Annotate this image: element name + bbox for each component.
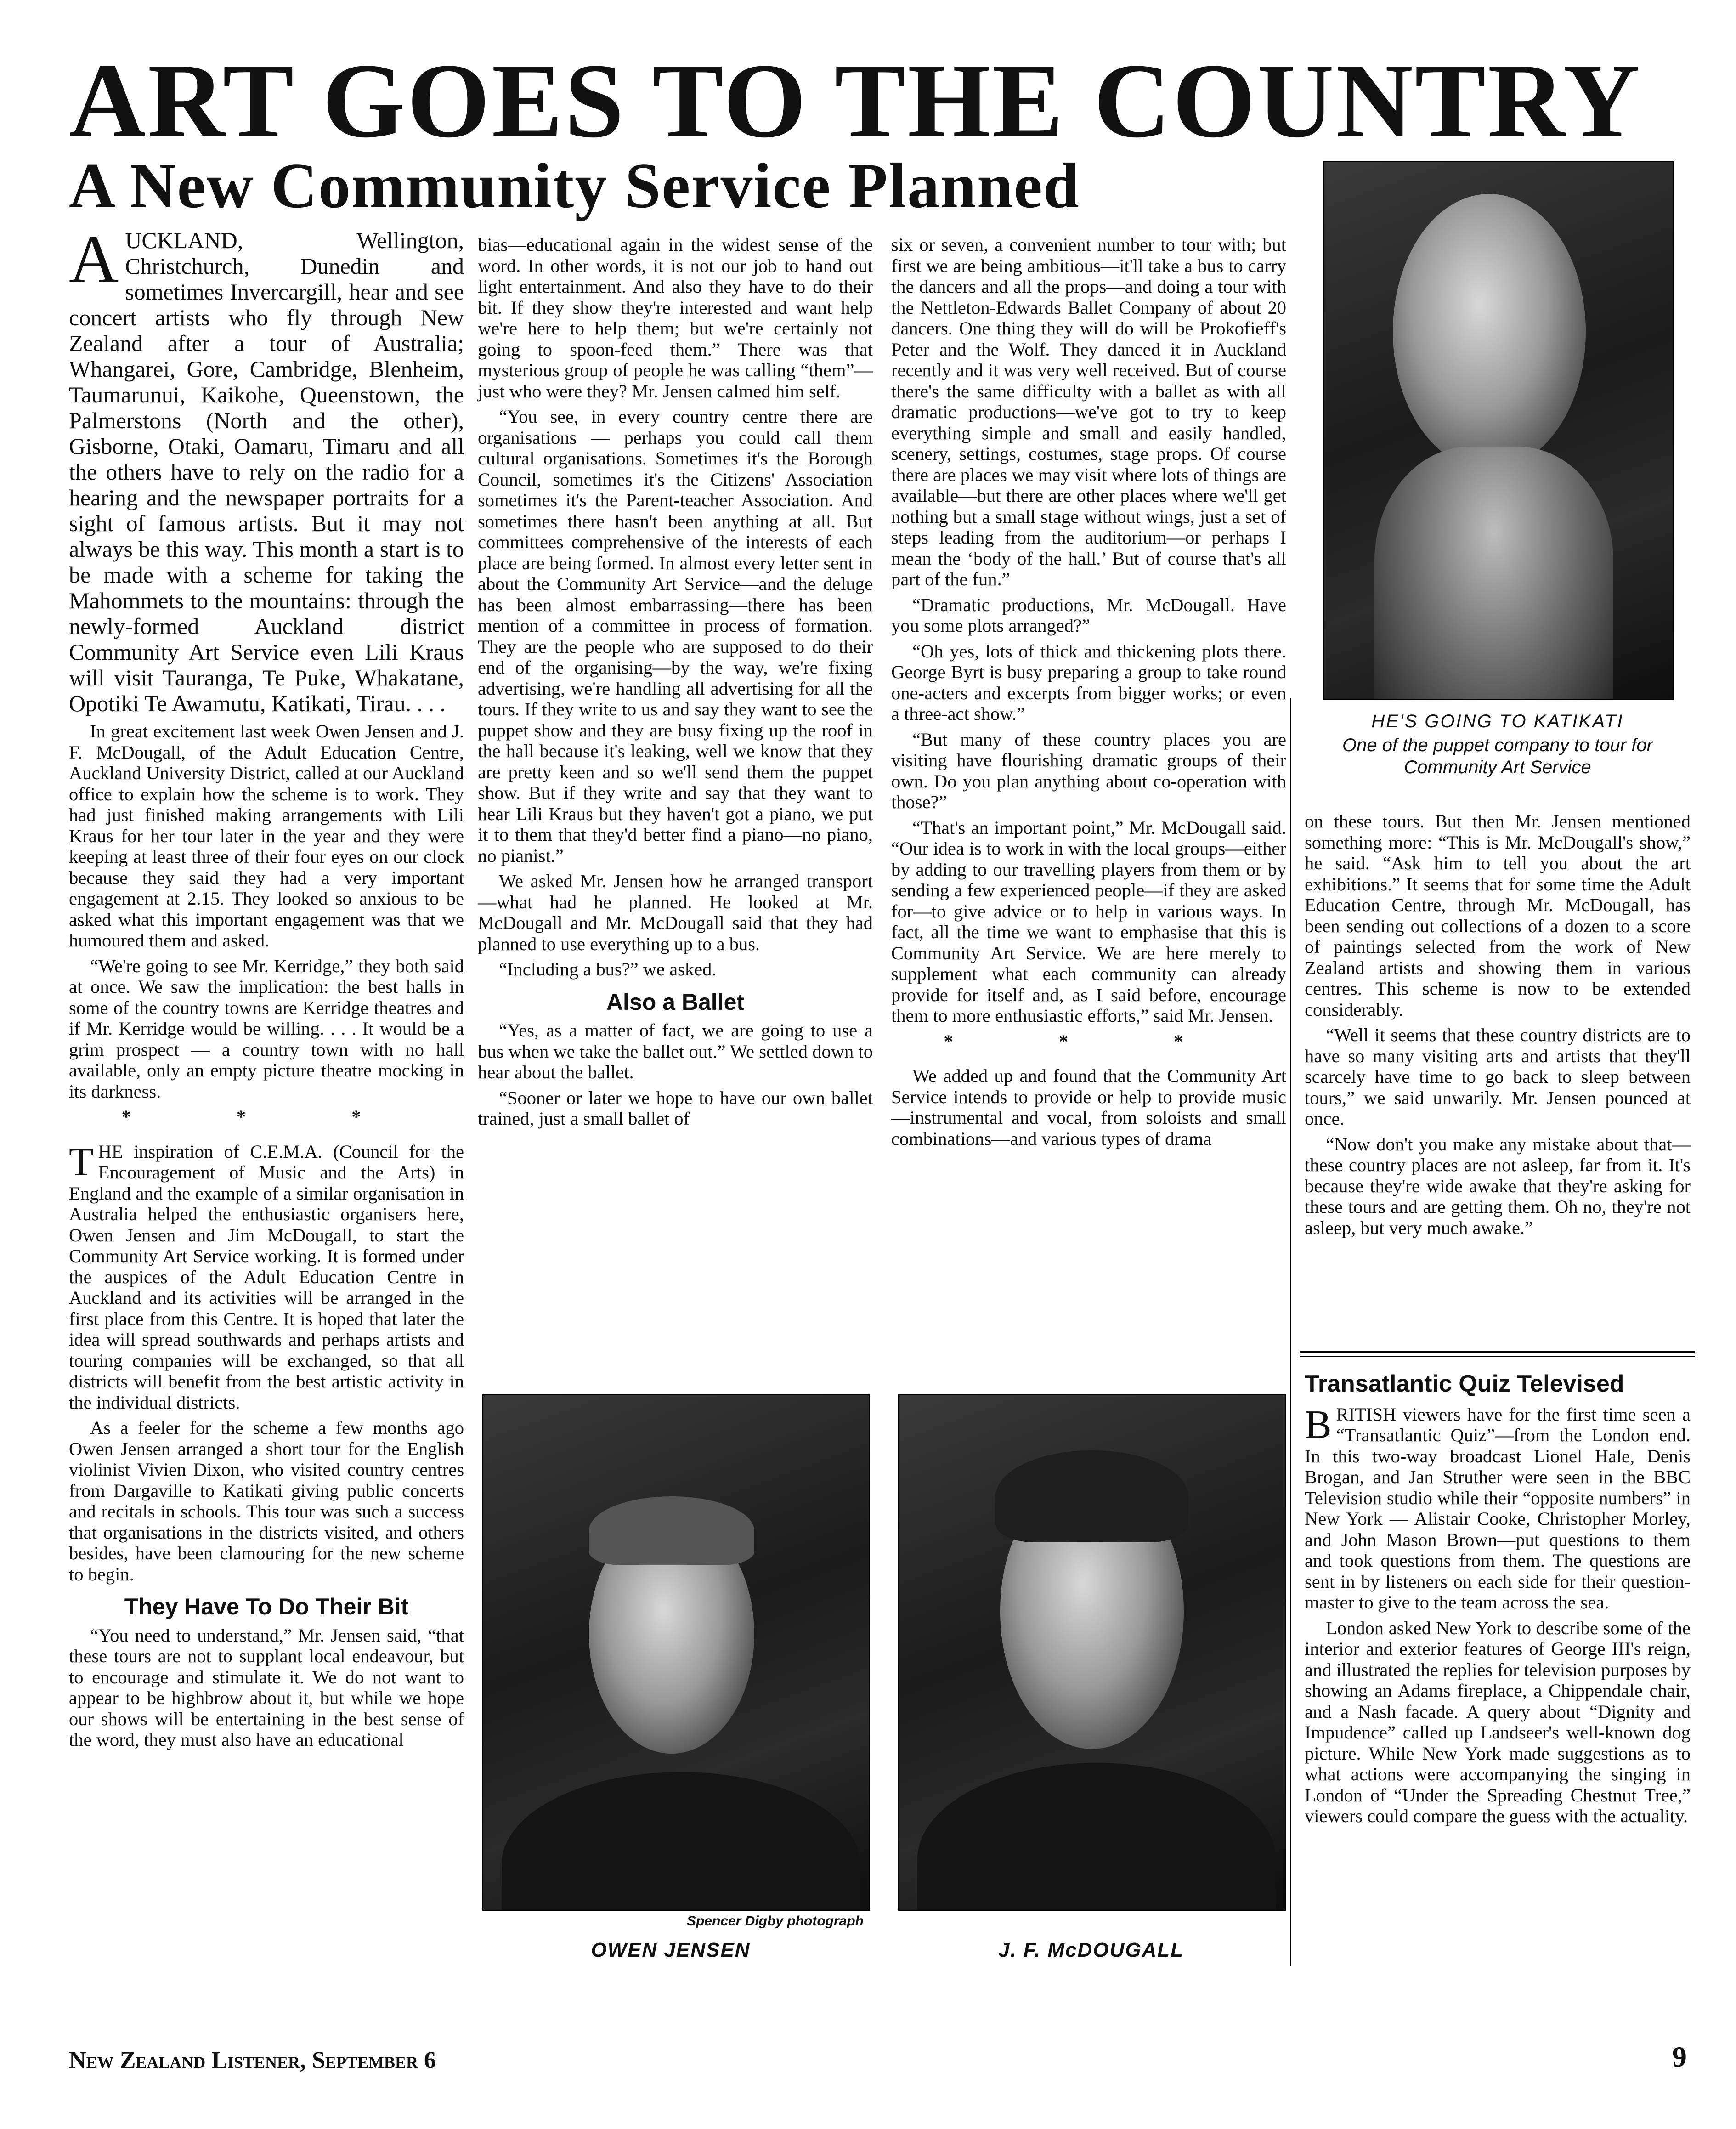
puppet-head xyxy=(1393,194,1586,470)
portrait-hair xyxy=(589,1496,754,1565)
sidebar-rule xyxy=(1300,1351,1695,1357)
portrait-shoulders xyxy=(502,1772,860,1911)
paragraph: “You see, in every country centre there are organisations — perhaps you could call them cultural organisations. Sometimes it's the Borough Council, sometimes it's the Citizens' Association sometimes it's the Parent-teacher Association. And sometimes there hasn't been anything at all. But committees comprehensive of the interests of each place are being formed. In almost every letter sent in about the Community Art Service—and the deluge has been almost embarrassing—there has been mention of a committee in process of formation. They are the people who are supposed to do their end of the organising—by the way, we're fixing advertising, we're handling all advertising for all the tours. If they write to us and say they want to see the puppet show and they are busy fixing up the roof in the hall because it's leaking, well we know that they are pretty keen and so we'll send them the puppet show. But if they write and say that they want to hear Lili Kraus but they haven't got a piano, we put it to them that they'd better find a piano—no piano, no pianist.” xyxy=(478,406,873,866)
paragraph: In great excitement last week Owen Jensen and J. F. McDougall, of the Adult Education Centre, Auckland University District, called at our Auckland office to explain how the scheme is to work. They had just finished making arrangements with Lili Kraus for her tour later in the year and they were keeping at least three of their four eyes on our clock because they said they had a very important engagement at 2.15. They looked so anxious to be asked what this important engagement was that we humoured them and asked. xyxy=(69,721,464,951)
portrait-shoulders xyxy=(917,1763,1276,1911)
article-column-2 xyxy=(478,234,873,1134)
owen-jensen-photo xyxy=(482,1394,870,1911)
drop-cap: T xyxy=(69,1139,94,1184)
puppet-body xyxy=(1374,447,1613,700)
headline: ART GOES TO THE COUNTRY xyxy=(69,42,1642,160)
sidebar-heading: Transatlantic Quiz Televised xyxy=(1305,1370,1624,1397)
sidebar-left-border xyxy=(1290,698,1291,1966)
paragraph: We asked Mr. Jensen how he arranged transport—what had he planned. He looked at Mr. McDougall and Mr. McDougall said that they had planned to use everything up to a bus. xyxy=(478,871,873,954)
paragraph: “That's an important point,” Mr. McDougall said. “Our idea is to work in with the local groups—either by adding to our travelling players from them or by sending a few experienced people—if they are asked for—to give advice or to help in various ways. In fact, all the time we want to emphasise that this is Community Art Service. We are here merely to supplement what each community can already provide for itself and, as I said before, encourage them to more enthusiastic efforts,” said Mr. Jensen. xyxy=(891,817,1286,1026)
footer-publication: New Zealand Listener, September 6 xyxy=(69,2047,436,2073)
paragraph xyxy=(69,1141,464,1413)
paragraph: “But many of these country places you are visiting have flourishing dramatic groups of their own. Do you plan anything about co-operation with those?” xyxy=(891,729,1286,812)
paragraph: “We're going to see Mr. Kerridge,” they both said at once. We saw the implication: the best halls in some of the country towns are Kerridge theatres and if Mr. Kerridge would be willing. . . . It would be a grim prospect — a country town with no hall available, only an empty picture theatre mocking in its darkness. xyxy=(69,955,464,1102)
paragraph: “Oh yes, lots of thick and thickening plots there. George Byrt is busy preparing a group to take round one-acters and excerpts from bigger works; or even a three-act show.” xyxy=(891,640,1286,724)
lead-text: UCKLAND, Wellington, Christchurch, Dunedin and sometimes Invercargill, hear and see concert artists who fly through New Zealand after a tour of Australia; Whangarei, Gore, Cambridge, Blenheim, Taumarunui, Kaikohe, Queenstown, the Palmerstons (North and the other), Gisborne, Otaki, Oamaru, Timaru and all the others have to rely on the radio for a hearing and the newspaper portraits for a sight of famous artists. But it may not always be this way. This month a start is to be made with a scheme for taking the Mahommets to the mountains: through the newly-formed Auckland district Community Art Service even Lili Kraus will visit Tauranga, Te Puke, Whakatane, Opotiki Te Awamutu, Katikati, Tirau. . . . xyxy=(69,227,464,716)
drop-cap: B xyxy=(1305,1402,1332,1447)
subheadline: A New Community Service Planned xyxy=(69,150,1080,221)
sidebar-article xyxy=(1305,1370,1691,1831)
lead-paragraph xyxy=(69,221,464,716)
drop-cap: A xyxy=(69,221,119,297)
paragraph: “Now don't you make any mistake about that—these country places are not asleep, far from it. It's because they're wide awake that they're asking for these tours and are getting them. Oh no, they're not asleep, but very much awake.” xyxy=(1305,1133,1691,1238)
paragraph: on these tours. But then Mr. Jensen mentioned something more: “This is Mr. McDougall's show,” he said. “Ask him to tell you about the art exhibitions.” It seems that for some time the Adult Education Centre, through Mr. McDougall, has been sending out collections of a dozen to a score of paintings selected from the work of New Zealand artists and showing them in various centres. This scheme is now to be extended considerably. xyxy=(1305,811,1691,1020)
paragraph: London asked New York to describe some of the interior and exterior features of George III's reign, and illustrated the replies for television purposes by showing an Adams fireplace, a Chippendale chair, and a Nash facade. A query about “Dignity and Impudence” called up Landseer's well-known dog picture. While New York made suggestions as to what actions were accompanying the singing in London of “Under the Spreading Chestnut Tree,” viewers could compare the guess with the actuality. xyxy=(1305,1617,1691,1826)
section-divider: * * * xyxy=(944,1031,1234,1052)
puppet-photo xyxy=(1323,161,1674,700)
section-heading: Also a Ballet xyxy=(606,989,745,1015)
article-column-4 xyxy=(1305,811,1691,1243)
paragraph: “Dramatic productions, Mr. McDougall. Have you some plots arranged?” xyxy=(891,594,1286,636)
paragraph: “Including a bus?” we asked. xyxy=(499,959,717,980)
photo-credit: Spencer Digby photograph xyxy=(686,1914,864,1929)
paragraph: “Well it seems that these country districts are to have so many visiting arts and artists that they'll scarcely have time to go back to sleep between tours,” we said unwarily. Mr. Jensen pounced at once. xyxy=(1305,1025,1691,1129)
puppet-caption-title: HE'S GOING TO KATIKATI xyxy=(1371,711,1624,731)
paragraph-text: HE inspiration of C.E.M.A. (Council for the Encouragement of Music and the Arts) in England and the example of a similar organisation in Australia helped the enthusiastic organisers here, Owen Jensen and Jim McDougall, to start the Community Art Service working. It is formed under the auspices of the Adult Education Centre in Auckland and its activities will be arranged in the first place from this Centre. It is hoped that later the idea will spread southwards and perhaps artists and touring companies will be exchanged, so that all districts will benefit from the best artistic activity in the individual districts. xyxy=(69,1141,464,1413)
paragraph xyxy=(1305,1404,1691,1613)
paragraph: We added up and found that the Community Art Service intends to provide or help to provide music—instrumental and vocal, from soloists and small combinations—and various types of drama xyxy=(891,1065,1286,1149)
paragraph: “Sooner or later we hope to have our own ballet trained, just a small ballet of xyxy=(478,1087,873,1129)
paragraph: six or seven, a convenient number to tour with; but first we are being ambitious—it'll take a bus to carry the dancers and all the props—and doing a tour with the Nettleton-Edwards Ballet Company of about 20 dancers. One thing they will do will be Prokofieff's Peter and the Wolf. They danced it in Auckland recently and it was very well received. But of course there's the same difficulty with a ballet as with all dramatic productions—we've got to try to keep everything simple and small and easily handled, scenery, settings, costumes, stage props. Of course there are places we may visit where lots of things are available—but there are other places where we'll get nothing but a small stage without wings, just a set of steps leading from the auditorium—or perhaps I mean the ‘body of the hall.’ But of course that's all part of the fun.” xyxy=(891,234,1286,589)
owen-jensen-caption: OWEN JENSEN xyxy=(591,1939,751,1961)
paragraph: bias—educational again in the widest sense of the word. In other words, it is not our job to hand out light entertainment. And also they have to do their bit. If they show they're interested and want help we're here to help them; but we're certainly not going to spoon-feed them.” There was that mysterious group of people he was calling “them”—just who were they? Mr. Jensen calmed him self. xyxy=(478,234,873,402)
puppet-caption-text: One of the puppet company to tour for Community Art Service xyxy=(1342,735,1653,777)
paragraph: “Yes, as a matter of fact, we are going to use a bus when we take the ballet out.” We settled down to hear about the ballet. xyxy=(478,1020,873,1082)
mcdougall-photo xyxy=(898,1394,1286,1911)
article-column-1 xyxy=(69,221,464,1755)
section-heading: They Have To Do Their Bit xyxy=(124,1594,409,1619)
section-divider: * * * xyxy=(121,1106,412,1127)
paragraph: “You need to understand,” Mr. Jensen said, “that these tours are not to supplant local endeavour, but to encourage and stimulate it. We do not want to appear to be highbrow about it, but while we hope our shows will be entertaining in the best sense of the word, they must also have an educational xyxy=(69,1625,464,1750)
portrait-hair xyxy=(995,1450,1188,1542)
article-column-3 xyxy=(891,234,1286,1154)
paragraph: As a feeler for the scheme a few months ago Owen Jensen arranged a short tour for the English violinist Vivien Dixon, who visited country centres from Dargaville to Katikati giving public concerts and recitals in schools. This tour was such a success that organisations in the districts visited, and others besides, have been clamouring for the new scheme to begin. xyxy=(69,1417,464,1585)
mcdougall-caption: J. F. McDOUGALL xyxy=(998,1939,1184,1961)
paragraph-text: RITISH viewers have for the first time seen a “Transatlantic Quiz”—from the London end. In this two-way broadcast Lionel Hale, Denis Brogan, and Jan Struther were seen in the BBC Television studio while their “opposite numbers” in New York — Alistair Cooke, Christopher Morley, and John Mason Brown—put questions to them and took questions from them. The questions are sent in by listeners on each side for their question-master to give to the team across the sea. xyxy=(1305,1404,1691,1613)
page-number: 9 xyxy=(1672,2040,1687,2073)
